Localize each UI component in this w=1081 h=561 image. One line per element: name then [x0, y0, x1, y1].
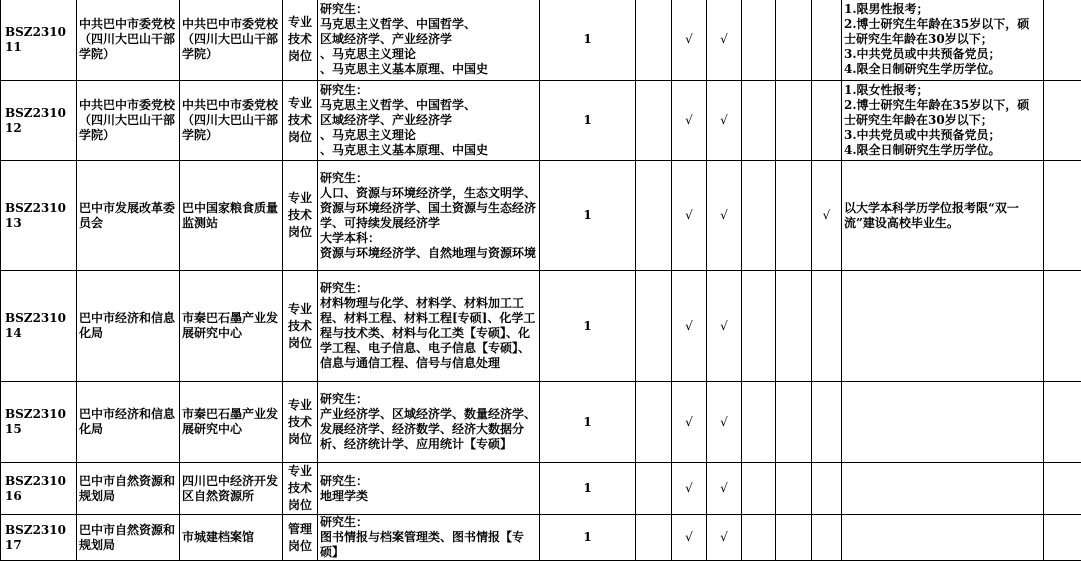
- position-code: BSZ231015: [1, 382, 77, 463]
- position-code: BSZ231016: [1, 463, 77, 515]
- major-requirements: 研究生： 马克思主义哲学、中国哲学、 区域经济学、产业经济学 、马克思主义理论 、马克思主义基本原理、中国史: [318, 0, 540, 81]
- check-cell: [742, 271, 776, 382]
- check-cell: [636, 382, 672, 463]
- check-mark: √: [672, 271, 707, 382]
- check-cell: [742, 0, 776, 81]
- check-mark: [812, 463, 842, 515]
- unit-name: 中共巴中市委党校（四川大巴山干部学院）: [180, 81, 283, 161]
- check-cell: [636, 515, 672, 561]
- empty-cell: [1044, 515, 1081, 561]
- check-mark: [812, 0, 842, 81]
- check-cell: [742, 81, 776, 161]
- empty-cell: [1044, 161, 1081, 271]
- recruit-count: 1: [540, 161, 636, 271]
- check-mark: [812, 271, 842, 382]
- check-cell: [776, 515, 812, 561]
- check-cell: [636, 0, 672, 81]
- department-name: 巴中市经济和信息化局: [77, 382, 180, 463]
- empty-cell: [1044, 81, 1081, 161]
- major-requirements: 研究生： 产业经济学、区域经济学、数量经济学、发展经济学、经济数学、经济大数据分析、经济统计学、应用统计【专硕】: [318, 382, 540, 463]
- check-cell: [742, 161, 776, 271]
- position-category: 管理岗位: [283, 515, 318, 561]
- position-code: BSZ231013: [1, 161, 77, 271]
- department-name: 巴中市自然资源和规划局: [77, 463, 180, 515]
- check-cell: [636, 463, 672, 515]
- position-category: 专业技术岗位: [283, 271, 318, 382]
- check-mark: [812, 81, 842, 161]
- remarks: 1.限男性报考； 2.博士研究生年龄在35岁以下，硕士研究生年龄在30岁以下； 3.中共党员或中共预备党员； 4.限全日制研究生学历学位。: [842, 0, 1044, 81]
- remarks: [842, 463, 1044, 515]
- check-mark: √: [707, 515, 742, 561]
- major-requirements: 研究生： 马克思主义哲学、中国哲学、 区域经济学、产业经济学 、马克思主义理论 、马克思主义基本原理、中国史: [318, 81, 540, 161]
- position-code: BSZ231014: [1, 271, 77, 382]
- check-cell: [636, 161, 672, 271]
- check-mark: √: [707, 161, 742, 271]
- check-mark: √: [672, 81, 707, 161]
- table-row: [1, 271, 1081, 382]
- table-row: [1, 515, 1081, 561]
- department-name: 巴中市自然资源和规划局: [77, 515, 180, 561]
- empty-cell: [1044, 0, 1081, 81]
- department-name: 中共巴中市委党校（四川大巴山干部学院）: [77, 0, 180, 81]
- recruit-count: 1: [540, 463, 636, 515]
- empty-cell: [1044, 271, 1081, 382]
- department-name: 巴中市发展改革委员会: [77, 161, 180, 271]
- department-name: 中共巴中市委党校（四川大巴山干部学院）: [77, 81, 180, 161]
- remarks: [842, 271, 1044, 382]
- table-row: [1, 161, 1081, 271]
- recruit-count: 1: [540, 81, 636, 161]
- position-code: BSZ231012: [1, 81, 77, 161]
- check-cell: [776, 81, 812, 161]
- department-name: 巴中市经济和信息化局: [77, 271, 180, 382]
- check-mark: √: [672, 0, 707, 81]
- empty-cell: [1044, 463, 1081, 515]
- table-row: [1, 463, 1081, 515]
- check-cell: [742, 515, 776, 561]
- position-category: 专业技术岗位: [283, 0, 318, 81]
- remarks: 1.限女性报考； 2.博士研究生年龄在35岁以下，硕士研究生年龄在30岁以下； 3.中共党员或中共预备党员； 4.限全日制研究生学历学位。: [842, 81, 1044, 161]
- recruit-count: 1: [540, 0, 636, 81]
- check-mark: √: [812, 161, 842, 271]
- empty-cell: [1044, 382, 1081, 463]
- position-category: 专业技术岗位: [283, 81, 318, 161]
- check-mark: √: [672, 382, 707, 463]
- check-mark: √: [707, 81, 742, 161]
- check-cell: [742, 382, 776, 463]
- check-cell: [776, 382, 812, 463]
- check-cell: [636, 271, 672, 382]
- recruit-count: 1: [540, 515, 636, 561]
- unit-name: 市城建档案馆: [180, 515, 283, 561]
- major-requirements: 研究生： 图书情报与档案管理类、图书情报【专硕】: [318, 515, 540, 561]
- unit-name: 市秦巴石墨产业发展研究中心: [180, 382, 283, 463]
- check-mark: √: [707, 382, 742, 463]
- check-cell: [776, 271, 812, 382]
- check-mark: [812, 515, 842, 561]
- recruit-count: 1: [540, 382, 636, 463]
- check-mark: √: [672, 515, 707, 561]
- unit-name: 巴中国家粮食质量监测站: [180, 161, 283, 271]
- unit-name: 市秦巴石墨产业发展研究中心: [180, 271, 283, 382]
- check-mark: √: [707, 0, 742, 81]
- check-mark: √: [672, 161, 707, 271]
- remarks: 以大学本科学历学位报考限“双一流”建设高校毕业生。: [842, 161, 1044, 271]
- check-cell: [742, 463, 776, 515]
- check-cell: [776, 161, 812, 271]
- check-cell: [636, 81, 672, 161]
- unit-name: 中共巴中市委党校（四川大巴山干部学院）: [180, 0, 283, 81]
- position-code: BSZ231017: [1, 515, 77, 561]
- unit-name: 四川巴中经济开发区自然资源所: [180, 463, 283, 515]
- position-category: 专业技术岗位: [283, 161, 318, 271]
- major-requirements: 研究生： 地理学类: [318, 463, 540, 515]
- table-row: [1, 382, 1081, 463]
- major-requirements: 研究生： 人口、资源与环境经济学，生态文明学、资源与环境经济学、国土资源与生态经济学、可持续发展经济学 大学本科： 资源与环境经济学、自然地理与资源环境: [318, 161, 540, 271]
- position-code: BSZ231011: [1, 0, 77, 81]
- position-category: 专业技术岗位: [283, 382, 318, 463]
- major-requirements: 研究生： 材料物理与化学、材料学、材料加工工程、材料工程、材料工程[专硕]、化学工程与技术类、材料与化工类【专硕】、化学工程、电子信息、电子信息【专硕】、信息与通信工程、信号与信息处理: [318, 271, 540, 382]
- remarks: [842, 382, 1044, 463]
- table-row: [1, 81, 1081, 161]
- check-cell: [776, 463, 812, 515]
- check-mark: √: [672, 463, 707, 515]
- recruit-count: 1: [540, 271, 636, 382]
- check-mark: √: [707, 463, 742, 515]
- position-category: 专业技术岗位: [283, 463, 318, 515]
- check-mark: [812, 382, 842, 463]
- check-mark: √: [707, 271, 742, 382]
- check-cell: [776, 0, 812, 81]
- table-row: [1, 0, 1081, 81]
- remarks: [842, 515, 1044, 561]
